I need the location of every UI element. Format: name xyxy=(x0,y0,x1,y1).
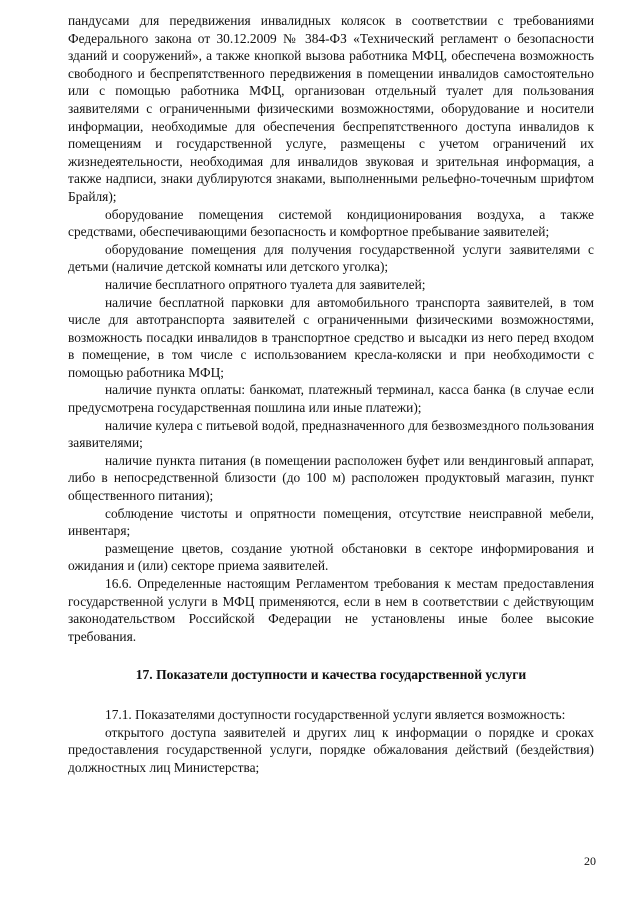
paragraph-payment-point: наличие пункта оплаты: банкомат, платежный терминал, касса банка (в случае если предусмотрена государственная пошлина или иные платежи); xyxy=(68,382,594,416)
document-body xyxy=(68,12,594,776)
paragraph-children-room: оборудование помещения для получения государственной услуги заявителями с детьми (наличие детской комнаты или детского уголка); xyxy=(68,241,594,275)
page-number: 20 xyxy=(584,854,596,868)
paragraph-free-toilet: наличие бесплатного опрятного туалета для заявителей; xyxy=(105,276,426,292)
paragraph-open-access: открытого доступа заявителей и других лиц к информации о порядке и сроках предоставления государственной услуги, порядке обжалования действий (бездействия) должностных лиц Министерства; xyxy=(68,724,594,775)
paragraph-air-conditioning: оборудование помещения системой кондиционирования воздуха, а также средствами, обеспечивающими безопасность и комфортное пребывание заявителей; xyxy=(68,206,594,240)
paragraph-food-point: наличие пункта питания (в помещении расположен буфет или вендинговый аппарат, либо в непосредственной близости (до 100 м) расположен продуктовый магазин, пункт общественного питания); xyxy=(68,452,594,504)
section-heading-17: 17. Показатели доступности и качества государственной услуги xyxy=(135,667,527,683)
paragraph-cleanliness: соблюдение чистоты и опрятности помещения, отсутствие неисправной мебели, инвентаря; xyxy=(68,505,594,539)
paragraph-16-6: 16.6. Определенные настоящим Регламентом требования к местам предоставления государственной услуги в МФЦ применяются, если в нем в соответствии с действующим законодательством Российской Федерации не установлены иные более высокие требования. xyxy=(68,576,594,644)
paragraph-ramps-and-accessibility: пандусами для передвижения инвалидных колясок в соответствии с требованиями Федерального закона от 30.12.2009 № 384-ФЗ «Технический регламент о безопасности зданий и сооружений», а также кнопкой вызова работника МФЦ, обеспечена возможность свободного и беспрепятственного передвижения в помещении инвалидов самостоятельно или с помощью работника МФЦ, организован отдельный туалет для пользования заявителями с ограниченными физическими возможностями, оборудование и носители информации, необходимые для обеспечения беспрепятственного доступа инвалидов к помещениям и государственной услуге, размещены с учетом ограничений их жизнедеятельности, необходимая для инвалидов звуковая и зрительная информация, а также надписи, знаки дублируются знаками, выполненными рельефно-точечным шрифтом Брайля); xyxy=(68,13,594,204)
paragraph-water-cooler: наличие кулера с питьевой водой, предназначенного для безвозмездного пользования заявителями; xyxy=(68,417,594,451)
paragraph-flowers: размещение цветов, создание уютной обстановки в секторе информирования и ожидания и (или) секторе приема заявителей. xyxy=(68,540,594,574)
paragraph-17-1: 17.1. Показателями доступности государственной услуги является возможность: xyxy=(105,706,566,722)
paragraph-free-parking: наличие бесплатной парковки для автомобильного транспорта заявителей, в том числе для автотранспорта заявителей с ограниченными физическими возможностями, возможность посадки инвалидов в транспортное средство и высадки из него перед входом в помещение, в том числе с использованием кресла-коляски и при необходимости с помощью работника МФЦ; xyxy=(68,294,594,380)
